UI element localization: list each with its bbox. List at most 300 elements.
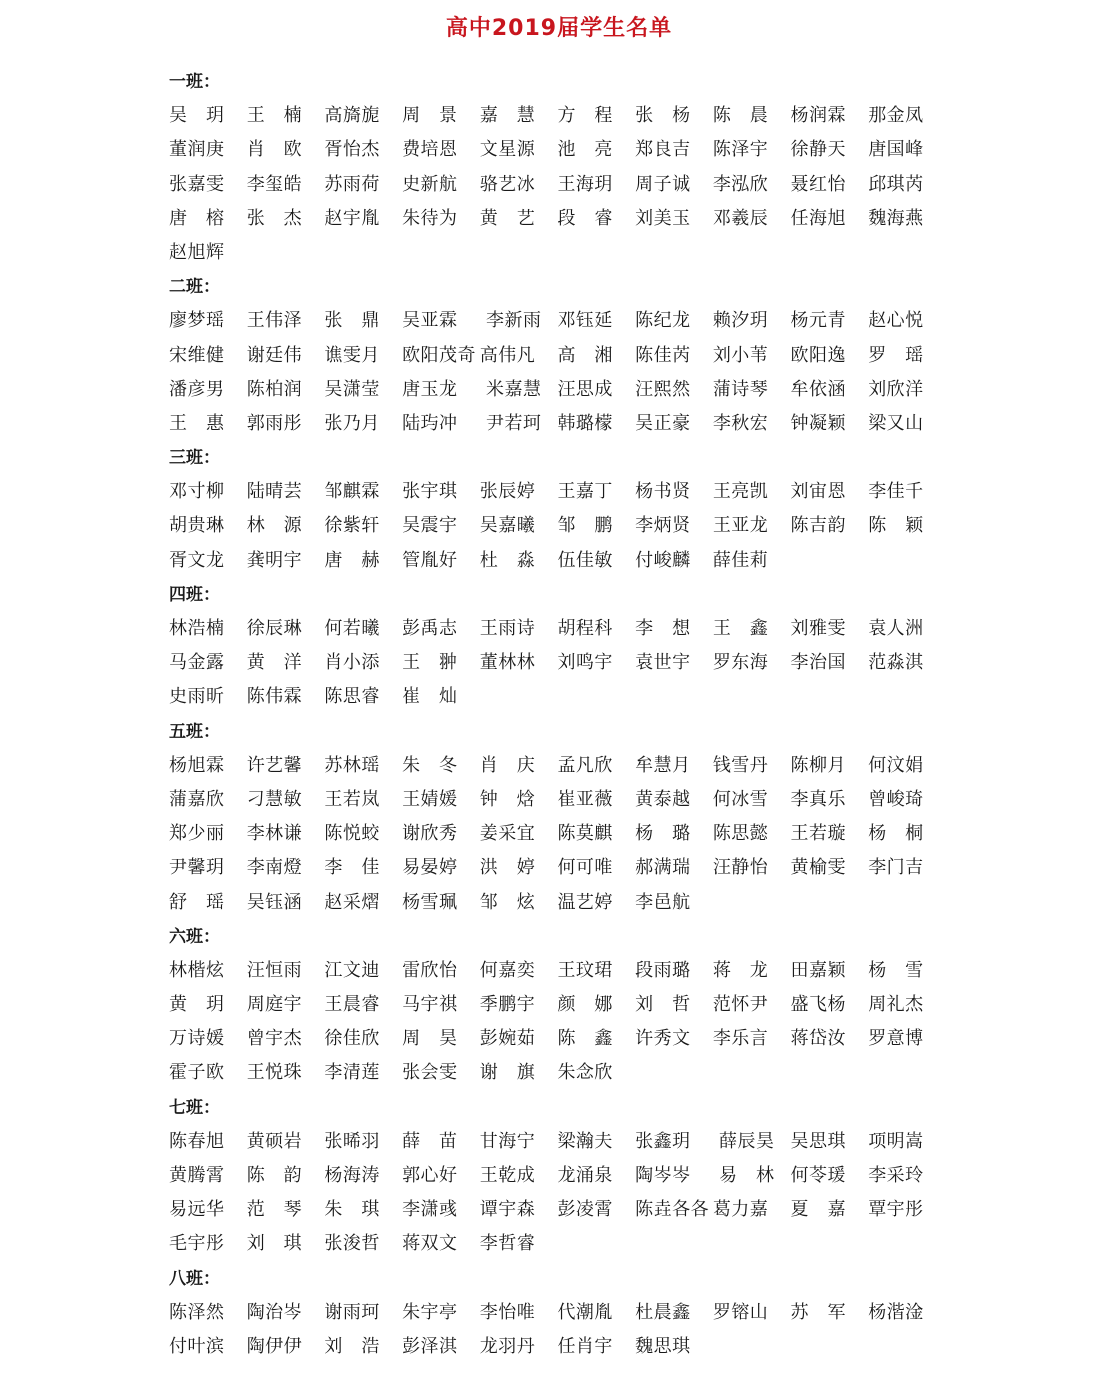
student-name: 周 昊 xyxy=(402,1028,458,1050)
student-name: 吴嘉曦 xyxy=(479,515,536,537)
student-name: 袁人洲 xyxy=(868,618,924,639)
name-row xyxy=(169,749,969,783)
student-name: 甘海宁 xyxy=(479,1130,536,1152)
student-name: 吴潇莹 xyxy=(324,378,380,400)
student-name: 范 琴 xyxy=(246,1199,303,1221)
student-name: 邹麒霖 xyxy=(324,481,380,503)
class-section xyxy=(169,65,969,270)
student-name: 唐国峰 xyxy=(868,139,924,161)
name-row xyxy=(169,817,969,851)
student-name: 邓羲辰 xyxy=(712,207,769,229)
student-name: 蒋双文 xyxy=(402,1233,458,1255)
student-name: 汪熙然 xyxy=(635,378,691,400)
class-heading: 七班： xyxy=(169,1097,220,1118)
student-name: 骆艺冰 xyxy=(479,173,536,195)
student-name: 陶岑岑 xyxy=(635,1165,691,1186)
student-name: 何冰雪 xyxy=(712,788,769,810)
student-name: 赵心悦 xyxy=(868,310,924,332)
name-row xyxy=(169,612,969,646)
student-name: 张晞羽 xyxy=(324,1130,380,1152)
student-name: 钟 焓 xyxy=(479,788,536,810)
student-name: 杨 雪 xyxy=(868,959,924,981)
name-row xyxy=(169,646,969,680)
student-name: 张嘉雯 xyxy=(169,173,225,195)
student-name: 管胤好 xyxy=(402,549,458,571)
student-name: 胥怡杰 xyxy=(324,139,380,161)
student-name: 肖小添 xyxy=(324,652,380,674)
student-name: 梁瀚夫 xyxy=(557,1130,613,1152)
student-name: 黄腾霄 xyxy=(169,1165,225,1186)
student-name: 李南燈 xyxy=(246,857,303,879)
student-name: 吴钰涵 xyxy=(246,891,303,913)
student-name: 高旖旎 xyxy=(324,105,380,127)
student-name: 张鑫玥 xyxy=(635,1130,691,1152)
class-section xyxy=(169,578,969,715)
student-name: 谯雯月 xyxy=(324,344,380,366)
name-row xyxy=(169,202,969,236)
student-name: 徐佳欣 xyxy=(324,1028,380,1050)
name-row xyxy=(169,783,969,817)
student-name: 龚明宇 xyxy=(246,549,303,571)
name-row xyxy=(169,1227,969,1261)
student-name: 王晨睿 xyxy=(324,994,380,1016)
student-name: 何若曦 xyxy=(324,618,380,639)
student-name: 许秀文 xyxy=(635,1028,691,1050)
student-name: 王悦珠 xyxy=(246,1062,303,1084)
class-heading: 四班： xyxy=(169,584,220,605)
name-row xyxy=(169,1159,969,1193)
student-name: 陶治岑 xyxy=(246,1301,303,1323)
student-name: 杨雪珮 xyxy=(402,891,458,913)
student-name: 温艺婷 xyxy=(557,891,613,913)
student-name: 段雨璐 xyxy=(635,959,691,981)
name-row xyxy=(169,236,969,270)
student-name: 王乾成 xyxy=(479,1165,536,1186)
student-name: 刁慧敏 xyxy=(246,788,303,810)
student-name: 唐 榕 xyxy=(169,207,225,229)
student-name: 潘彦男 xyxy=(169,378,225,400)
student-name: 何可唯 xyxy=(557,857,613,879)
student-name: 田嘉颖 xyxy=(790,959,846,981)
student-name: 陈 韵 xyxy=(246,1165,303,1186)
student-name: 张辰婷 xyxy=(479,481,536,503)
student-name: 陈泽然 xyxy=(169,1301,225,1323)
student-name: 尹若珂 xyxy=(479,412,542,434)
student-name: 黄泰越 xyxy=(635,788,691,810)
student-name: 苏 军 xyxy=(790,1301,846,1323)
student-name: 刘鸣宇 xyxy=(557,652,613,674)
class-section xyxy=(169,270,969,441)
student-name: 陆玙冲 xyxy=(402,412,458,434)
student-name: 张 杰 xyxy=(246,207,303,229)
student-name: 朱待为 xyxy=(402,207,458,229)
student-name: 汪思成 xyxy=(557,378,613,400)
name-row xyxy=(169,1022,969,1056)
name-row xyxy=(169,509,969,543)
student-name: 张 鼎 xyxy=(324,310,380,332)
student-name: 黄 洋 xyxy=(246,652,303,674)
student-name: 林浩楠 xyxy=(169,618,225,639)
class-heading: 三班： xyxy=(169,448,220,469)
student-name: 王亮凯 xyxy=(712,481,769,503)
student-name: 欧阳茂奇 xyxy=(402,344,477,366)
class-heading: 八班： xyxy=(169,1268,220,1289)
name-row xyxy=(169,1296,969,1330)
student-name: 项明嵩 xyxy=(868,1130,924,1152)
student-name: 牟依涵 xyxy=(790,378,846,400)
student-name: 蒋 龙 xyxy=(712,959,769,981)
student-name: 马宇祺 xyxy=(402,994,458,1016)
student-name: 彭泽淇 xyxy=(402,1335,458,1357)
student-name: 那金凤 xyxy=(868,105,924,127)
student-name: 杨元青 xyxy=(790,310,846,332)
student-name: 刘 哲 xyxy=(635,994,691,1016)
student-name: 李门吉 xyxy=(868,857,924,879)
student-name: 钱雪丹 xyxy=(712,754,769,776)
student-name: 李怡唯 xyxy=(479,1301,536,1323)
student-name: 吴亚霖 xyxy=(402,310,458,332)
student-name: 罗 瑶 xyxy=(868,344,924,366)
student-name: 李泓欣 xyxy=(712,173,769,195)
name-row xyxy=(169,1056,969,1090)
student-name: 王 鑫 xyxy=(712,618,769,639)
student-name: 伍佳敏 xyxy=(557,549,613,571)
student-name: 谢 旗 xyxy=(479,1062,536,1084)
class-roster xyxy=(169,65,969,1364)
student-name: 朱 冬 xyxy=(402,754,458,776)
name-row xyxy=(169,1330,969,1364)
student-name: 王伟泽 xyxy=(246,310,303,332)
name-row xyxy=(169,407,969,441)
student-name: 谭宇森 xyxy=(479,1199,536,1221)
student-name: 王若岚 xyxy=(324,788,380,810)
student-name: 史新航 xyxy=(402,173,458,195)
student-name: 唐 赫 xyxy=(324,549,380,571)
student-name: 李 想 xyxy=(635,618,691,639)
name-row xyxy=(169,954,969,988)
student-name: 陈春旭 xyxy=(169,1130,225,1152)
student-name: 薛辰昊 xyxy=(712,1130,775,1152)
student-name: 杨旭霖 xyxy=(169,754,225,776)
student-name: 何嘉奕 xyxy=(479,959,536,981)
student-name: 魏思琪 xyxy=(635,1335,691,1357)
name-row xyxy=(169,373,969,407)
student-name: 李邑航 xyxy=(635,891,691,913)
student-name: 易 林 xyxy=(712,1165,775,1186)
student-name: 唐玉龙 xyxy=(402,378,458,400)
student-name: 王雨诗 xyxy=(479,618,536,639)
student-name: 胡程科 xyxy=(557,618,613,639)
student-name: 葛力嘉 xyxy=(712,1199,769,1221)
student-name: 张浚哲 xyxy=(324,1233,380,1255)
student-name: 朱宇亭 xyxy=(402,1301,458,1323)
name-row xyxy=(169,475,969,509)
student-name: 郝满瑞 xyxy=(635,857,691,879)
student-name: 李秋宏 xyxy=(712,412,769,434)
student-name: 崔亚薇 xyxy=(557,788,613,810)
student-name: 陈莫麒 xyxy=(557,823,613,845)
student-name: 王婧媛 xyxy=(402,788,458,810)
student-name: 胥文龙 xyxy=(169,549,225,571)
student-name: 刘 浩 xyxy=(324,1335,380,1357)
student-name: 费培恩 xyxy=(402,139,458,161)
student-name: 杨 桐 xyxy=(868,823,924,845)
student-name: 何汶娟 xyxy=(868,754,924,776)
student-name: 赵旭辉 xyxy=(169,241,225,263)
student-name: 史雨昕 xyxy=(169,686,225,708)
student-name: 刘 琪 xyxy=(246,1233,303,1255)
name-row xyxy=(169,133,969,167)
student-name: 周子诚 xyxy=(635,173,691,195)
name-row xyxy=(169,886,969,920)
student-name: 季鹏宇 xyxy=(479,994,536,1016)
student-name: 袁世宇 xyxy=(635,652,691,674)
student-name: 郑良吉 xyxy=(635,139,691,161)
name-row xyxy=(169,168,969,202)
student-name: 杨湝淦 xyxy=(868,1301,924,1323)
student-name: 龙涌泉 xyxy=(557,1165,613,1186)
student-name: 王嘉丁 xyxy=(557,481,613,503)
student-name: 邱琪芮 xyxy=(868,173,924,195)
student-name: 付峻麟 xyxy=(635,549,691,571)
student-name: 高 湘 xyxy=(557,344,613,366)
student-name: 宋维健 xyxy=(169,344,225,366)
student-name: 陈泽宇 xyxy=(712,139,769,161)
student-name: 付叶滨 xyxy=(169,1335,225,1357)
class-section xyxy=(169,441,969,578)
student-name: 魏海燕 xyxy=(868,207,924,229)
student-name: 黄硕岩 xyxy=(246,1130,303,1152)
student-name: 陆晴芸 xyxy=(246,481,303,503)
student-name: 霍子欧 xyxy=(169,1062,225,1084)
student-name: 陈思懿 xyxy=(712,823,769,845)
student-name: 姜采宜 xyxy=(479,823,536,845)
student-name: 王 翀 xyxy=(402,652,458,674)
student-name: 刘雅雯 xyxy=(790,618,846,639)
student-name: 米嘉慧 xyxy=(479,378,542,400)
student-name: 谢欣秀 xyxy=(402,823,458,845)
student-name: 陈柳月 xyxy=(790,754,846,776)
student-name: 彭禹志 xyxy=(402,618,458,639)
class-heading: 一班： xyxy=(169,72,220,92)
student-name: 郑少丽 xyxy=(169,823,225,845)
student-name: 蒲诗琴 xyxy=(712,378,769,400)
student-name: 万诗媛 xyxy=(169,1028,225,1050)
student-name: 罗镕山 xyxy=(712,1301,769,1323)
student-name: 舒 瑶 xyxy=(169,891,225,913)
student-name: 韩璐檬 xyxy=(557,412,613,434)
student-name: 龙羽丹 xyxy=(479,1335,536,1357)
student-name: 黄 玥 xyxy=(169,994,225,1016)
student-name: 李 佳 xyxy=(324,857,380,879)
student-name: 江文迪 xyxy=(324,959,380,981)
student-name: 朱 琪 xyxy=(324,1199,380,1221)
student-name: 蒋岱汝 xyxy=(790,1028,846,1050)
name-row xyxy=(169,988,969,1022)
name-row xyxy=(169,304,969,338)
student-name: 张会雯 xyxy=(402,1062,458,1084)
name-row xyxy=(169,339,969,373)
student-name: 周庭宇 xyxy=(246,994,303,1016)
student-name: 肖 欧 xyxy=(246,139,303,161)
student-name: 段 睿 xyxy=(557,207,613,229)
student-name: 张乃月 xyxy=(324,412,380,434)
student-name: 崔 灿 xyxy=(402,686,458,708)
student-name: 李采玲 xyxy=(868,1165,924,1186)
student-name: 赵采熠 xyxy=(324,891,380,913)
student-name: 夏 嘉 xyxy=(790,1199,846,1221)
class-section xyxy=(169,715,969,920)
student-name: 尹馨玥 xyxy=(169,857,225,879)
student-name: 曾宇杰 xyxy=(246,1028,303,1050)
student-name: 林楷炫 xyxy=(169,959,225,981)
student-name: 刘欣洋 xyxy=(868,378,924,400)
student-name: 王 惠 xyxy=(169,412,225,434)
student-name: 池 亮 xyxy=(557,139,613,161)
student-name: 徐紫轩 xyxy=(324,515,380,537)
student-name: 杨书贤 xyxy=(635,481,691,503)
student-name: 王若璇 xyxy=(790,823,846,845)
student-name: 杨润霖 xyxy=(790,105,846,127)
student-name: 李新雨 xyxy=(479,310,542,332)
student-name: 王 楠 xyxy=(246,105,303,127)
class-section xyxy=(169,1091,969,1262)
student-name: 陈纪龙 xyxy=(635,310,691,332)
student-name: 徐辰琳 xyxy=(246,618,303,639)
student-name: 马金露 xyxy=(169,652,225,674)
student-name: 吴正豪 xyxy=(635,412,691,434)
name-row xyxy=(169,680,969,714)
student-name: 郭心好 xyxy=(402,1165,458,1186)
student-name: 刘宙恩 xyxy=(790,481,846,503)
student-name: 吴震宇 xyxy=(402,515,458,537)
name-row xyxy=(169,851,969,885)
student-name: 刘小苇 xyxy=(712,344,769,366)
student-name: 谢雨珂 xyxy=(324,1301,380,1323)
student-name: 曾峻琦 xyxy=(868,788,924,810)
student-name: 方 程 xyxy=(557,105,613,127)
student-name: 王亚龙 xyxy=(712,515,769,537)
student-name: 杜晨鑫 xyxy=(635,1301,691,1323)
student-name: 高伟凡 xyxy=(479,344,536,366)
student-name: 王玟珺 xyxy=(557,959,613,981)
student-name: 苏林瑶 xyxy=(324,754,380,776)
student-name: 任肖宇 xyxy=(557,1335,613,1357)
name-row xyxy=(169,544,969,578)
student-name: 彭凌霄 xyxy=(557,1199,613,1221)
student-name: 陈思睿 xyxy=(324,686,380,708)
student-name: 嘉 慧 xyxy=(479,105,536,127)
student-name: 许艺馨 xyxy=(246,754,303,776)
student-name: 刘美玉 xyxy=(635,207,691,229)
student-name: 徐静天 xyxy=(790,139,846,161)
student-name: 吴 玥 xyxy=(169,105,225,127)
student-name: 汪静怡 xyxy=(712,857,769,879)
class-heading: 五班： xyxy=(169,721,220,742)
class-section xyxy=(169,920,969,1091)
student-name: 周礼杰 xyxy=(868,994,924,1016)
student-name: 吴思琪 xyxy=(790,1130,846,1152)
student-name: 陈垚各各 xyxy=(635,1199,710,1221)
student-name: 范怀尹 xyxy=(712,994,769,1016)
student-name: 欧阳逸 xyxy=(790,344,846,366)
student-name: 彭婉茹 xyxy=(479,1028,536,1050)
student-name: 易远华 xyxy=(169,1199,225,1221)
student-name: 赖汐玥 xyxy=(712,310,769,332)
student-name: 李佳千 xyxy=(868,481,924,503)
student-name: 赵宇胤 xyxy=(324,207,380,229)
student-name: 邓钰延 xyxy=(557,310,613,332)
student-name: 胡贵琳 xyxy=(169,515,225,537)
student-name: 牟慧月 xyxy=(635,754,691,776)
student-name: 任海旭 xyxy=(790,207,846,229)
student-name: 郭雨彤 xyxy=(246,412,303,434)
student-name: 罗意博 xyxy=(868,1028,924,1050)
student-name: 董林林 xyxy=(479,652,536,674)
student-name: 杨海涛 xyxy=(324,1165,380,1186)
student-name: 易晏婷 xyxy=(402,857,458,879)
student-name: 覃宇彤 xyxy=(868,1199,924,1221)
student-name: 林 源 xyxy=(246,515,303,537)
name-row xyxy=(169,99,969,133)
student-name: 陶伊伊 xyxy=(246,1335,303,1357)
student-name: 汪恒雨 xyxy=(246,959,303,981)
student-name: 朱念欣 xyxy=(557,1062,613,1084)
student-name: 雷欣怡 xyxy=(402,959,458,981)
student-name: 李潇彧 xyxy=(402,1199,458,1221)
student-name: 孟凡欣 xyxy=(557,754,613,776)
student-name: 聂红怡 xyxy=(790,173,846,195)
student-name: 范淼淇 xyxy=(868,652,924,674)
student-name: 肖 庆 xyxy=(479,754,536,776)
name-row xyxy=(169,1193,969,1227)
student-name: 黄 艺 xyxy=(479,207,536,229)
student-name: 梁又山 xyxy=(868,412,924,434)
student-name: 廖梦瑶 xyxy=(169,310,225,332)
student-name: 盛飞杨 xyxy=(790,994,846,1016)
student-name: 蒲嘉欣 xyxy=(169,788,225,810)
student-name: 李治国 xyxy=(790,652,846,674)
name-row xyxy=(169,1125,969,1159)
student-name: 陈 颖 xyxy=(868,515,924,537)
student-name: 文星源 xyxy=(479,139,536,161)
student-name: 李真乐 xyxy=(790,788,846,810)
student-name: 杨 璐 xyxy=(635,823,691,845)
student-name: 罗东海 xyxy=(712,652,769,674)
student-name: 代潮胤 xyxy=(557,1301,613,1323)
student-name: 李炳贤 xyxy=(635,515,691,537)
student-name: 颜 娜 xyxy=(557,994,613,1016)
student-name: 董润庚 xyxy=(169,139,225,161)
student-name: 李玺皓 xyxy=(246,173,303,195)
student-name: 薛佳莉 xyxy=(712,549,769,571)
student-name: 陈吉韵 xyxy=(790,515,846,537)
student-name: 谢廷伟 xyxy=(246,344,303,366)
student-name: 张宇琪 xyxy=(402,481,458,503)
student-name: 苏雨荷 xyxy=(324,173,380,195)
student-name: 杜 淼 xyxy=(479,549,536,571)
class-heading: 六班： xyxy=(169,926,220,947)
student-name: 张 杨 xyxy=(635,105,691,127)
student-name: 陈佳芮 xyxy=(635,344,691,366)
page-title: 高中2019届学生名单 xyxy=(445,16,673,41)
student-name: 陈 鑫 xyxy=(557,1028,613,1050)
student-name: 洪 婷 xyxy=(479,857,536,879)
student-name: 周 景 xyxy=(402,105,458,127)
student-name: 黄榆雯 xyxy=(790,857,846,879)
class-section xyxy=(169,1262,969,1365)
student-name: 毛宇彤 xyxy=(169,1233,225,1255)
